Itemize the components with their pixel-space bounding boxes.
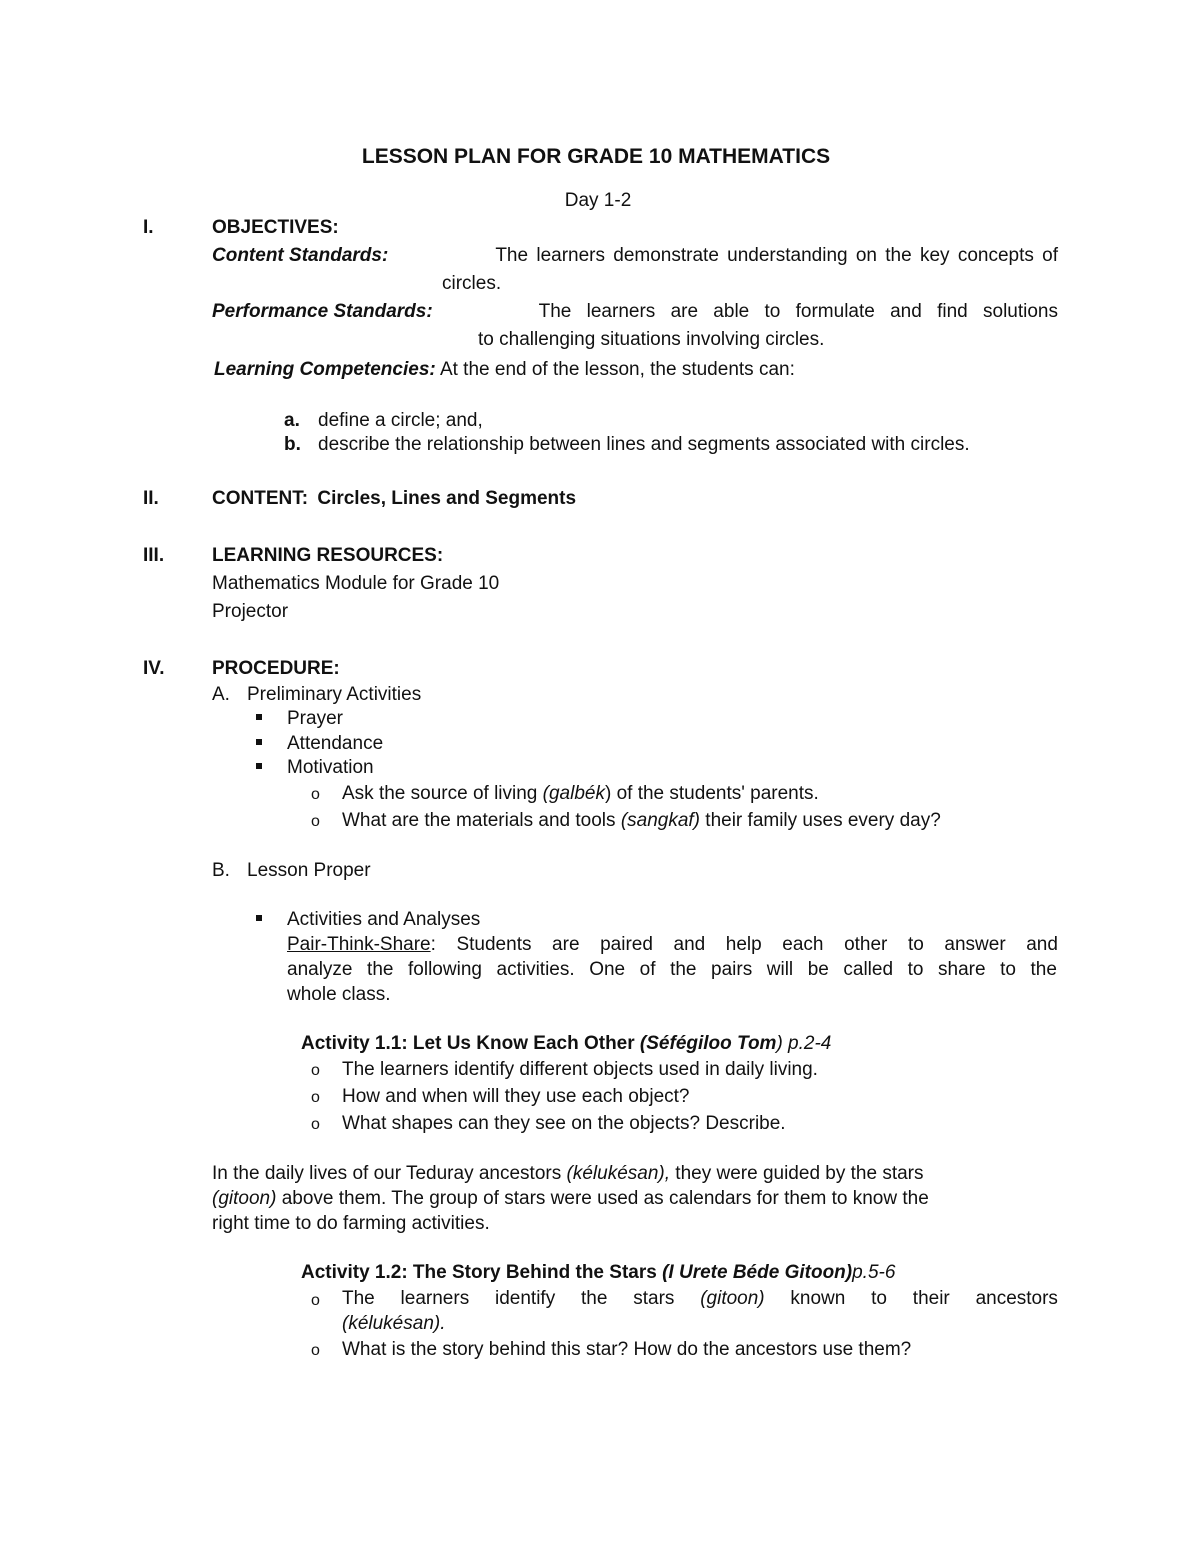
circle-bullet-icon: o bbox=[311, 1342, 320, 1359]
content-heading bbox=[212, 486, 576, 511]
activity-1-1-item: How and when will they use each object? bbox=[342, 1086, 690, 1107]
learning-competencies bbox=[214, 357, 795, 382]
circle-bullet-icon: o bbox=[311, 1116, 320, 1133]
learning-competencies-text: At the end of the lesson, the students can: bbox=[439, 359, 795, 380]
square-bullet-icon bbox=[256, 714, 262, 720]
prelim-item-prayer: Prayer bbox=[287, 708, 343, 729]
circle-bullet-icon: o bbox=[311, 1292, 320, 1309]
resource-item: Projector bbox=[212, 601, 289, 622]
activities-analyses-title: Activities and Analyses bbox=[287, 909, 481, 930]
preliminary-activities-title: Preliminary Activities bbox=[247, 684, 422, 705]
activity-1-2-item-1-line-2: (kélukésan). bbox=[342, 1313, 446, 1334]
square-bullet-icon bbox=[256, 915, 262, 921]
activity-1-1-item: What shapes can they see on the objects? Describe. bbox=[342, 1113, 786, 1134]
ancestors-paragraph-line-1: In the daily lives of our Teduray ancestors (kélukésan), they were guided by the stars bbox=[212, 1163, 924, 1184]
competency-a-letter: a. bbox=[284, 410, 300, 431]
section-number-1: I. bbox=[143, 217, 154, 238]
performance-standards bbox=[212, 299, 1058, 324]
content-standards bbox=[212, 243, 1058, 268]
section-number-3: III. bbox=[143, 545, 165, 566]
objectives-heading: OBJECTIVES: bbox=[212, 217, 339, 238]
competency-a: define a circle; and, bbox=[318, 410, 483, 431]
day-label: Day 1-2 bbox=[564, 190, 632, 211]
square-bullet-icon bbox=[256, 763, 262, 769]
competency-b-letter: b. bbox=[284, 434, 301, 455]
performance-standards-label: Performance Standards: bbox=[212, 301, 433, 322]
activity-1-2-title: Activity 1.2: The Story Behind the Stars (I Urete Béde Gitoon)p.5-6 bbox=[301, 1262, 896, 1283]
pair-think-share-line-2: analyze the following activities. One of the pairs will be called to share to the bbox=[287, 959, 1057, 980]
motivation-question-2: What are the materials and tools (sangkaf) their family uses every day? bbox=[342, 810, 941, 831]
content-topic: Circles, Lines and Segments bbox=[317, 488, 577, 509]
content-heading-label: CONTENT: bbox=[212, 488, 309, 509]
performance-standards-text-2: to challenging situations involving circles. bbox=[478, 329, 825, 350]
section-number-2: II. bbox=[143, 488, 159, 509]
activity-1-1-item: The learners identify different objects used in daily living. bbox=[342, 1059, 818, 1080]
circle-bullet-icon: o bbox=[311, 1062, 320, 1079]
activity-1-2-item-2: What is the story behind this star? How do the ancestors use them? bbox=[342, 1339, 912, 1360]
performance-standards-text: The learners are able to formulate and find solutions bbox=[538, 301, 1058, 322]
square-bullet-icon bbox=[256, 739, 262, 745]
lesson-proper-title: Lesson Proper bbox=[247, 860, 371, 881]
ancestors-paragraph-line-2: (gitoon) above them. The group of stars were used as calendars for them to know the bbox=[212, 1188, 929, 1209]
circle-bullet-icon: o bbox=[311, 1089, 320, 1106]
content-standards-label: Content Standards: bbox=[212, 245, 389, 266]
pair-think-share-line-1: Pair-Think-Share: Students are paired and help each other to answer and bbox=[287, 934, 1058, 955]
resource-item: Mathematics Module for Grade 10 bbox=[212, 573, 500, 594]
circle-bullet-icon: o bbox=[311, 813, 320, 830]
learning-competencies-label: Learning Competencies: bbox=[214, 359, 436, 380]
ancestors-paragraph-line-3: right time to do farming activities. bbox=[212, 1213, 490, 1234]
content-standards-text: The learners demonstrate understanding on the key concepts of bbox=[495, 245, 1058, 266]
subsection-a-letter: A. bbox=[212, 684, 230, 705]
prelim-item-attendance: Attendance bbox=[287, 733, 384, 754]
section-number-4: IV. bbox=[143, 658, 165, 679]
subsection-b-letter: B. bbox=[212, 860, 230, 881]
procedure-heading: PROCEDURE: bbox=[212, 658, 340, 679]
circle-bullet-icon: o bbox=[311, 786, 320, 803]
content-standards-text-2: circles. bbox=[442, 273, 502, 294]
resources-heading: LEARNING RESOURCES: bbox=[212, 545, 444, 566]
page-title: LESSON PLAN FOR GRADE 10 MATHEMATICS bbox=[361, 145, 831, 168]
pair-think-share-label: Pair-Think-Share bbox=[287, 934, 431, 955]
motivation-question-1: Ask the source of living (galbék) of the students' parents. bbox=[342, 783, 819, 804]
activity-1-2-item-1-line-1: The learners identify the stars (gitoon) known to their ancestors bbox=[342, 1288, 1058, 1309]
activity-1-1-title: Activity 1.1: Let Us Know Each Other (Séfégiloo Tom) p.2-4 bbox=[301, 1033, 832, 1054]
pair-think-share-line-3: whole class. bbox=[287, 984, 391, 1005]
competency-b: describe the relationship between lines and segments associated with circles. bbox=[318, 434, 970, 455]
prelim-item-motivation: Motivation bbox=[287, 757, 374, 778]
